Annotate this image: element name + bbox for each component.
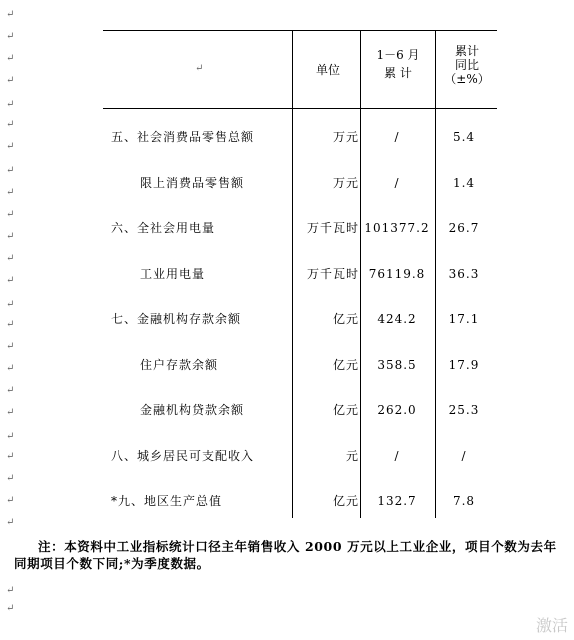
- row-yoy: 7.8: [452, 494, 476, 508]
- paragraph-mark: ↵: [6, 451, 15, 462]
- row-value: /: [394, 130, 400, 144]
- statistics-table: [103, 30, 497, 518]
- paragraph-mark: ↵: [6, 187, 15, 198]
- header-yoy: [437, 44, 497, 86]
- row-value: 262.0: [377, 403, 417, 417]
- header-period-line2: 累 计: [384, 66, 412, 80]
- paragraph-mark: ↵: [6, 319, 15, 330]
- row-value: 101377.2: [364, 221, 430, 235]
- row-yoy: 36.3: [448, 267, 480, 281]
- paragraph-mark: ↵: [6, 363, 15, 374]
- paragraph-mark: ↵: [6, 299, 15, 310]
- row-yoy: 26.7: [448, 221, 480, 235]
- row-yoy: 5.4: [452, 130, 476, 144]
- paragraph-mark: ↵: [6, 517, 15, 528]
- header-unit: 单位: [315, 63, 340, 77]
- paragraph-mark: ↵: [6, 603, 15, 614]
- paragraph-mark: ↵: [6, 141, 15, 152]
- table-header-border: [103, 108, 497, 109]
- paragraph-mark: ↵: [6, 253, 15, 264]
- row-unit: 万千瓦时: [306, 221, 359, 235]
- row-yoy: 25.3: [448, 403, 480, 417]
- paragraph-mark: ↵: [6, 31, 15, 42]
- paragraph-mark: ↵: [6, 385, 15, 396]
- row-unit: 万元: [332, 176, 359, 190]
- row-yoy: 17.9: [448, 358, 480, 372]
- paragraph-mark: ↵: [6, 431, 15, 442]
- paragraph-mark: ↵: [6, 53, 15, 64]
- row-item-label: 工业用电量: [140, 267, 206, 281]
- header-yoy-line2: 同比: [454, 58, 479, 72]
- header-period: [362, 48, 434, 80]
- row-item-label: 八、城乡居民可支配收入: [111, 449, 255, 463]
- row-item-label: 住户存款余额: [140, 358, 219, 372]
- paragraph-mark: ↵: [6, 99, 15, 110]
- row-unit: 亿元: [332, 494, 359, 508]
- paragraph-mark: ↵: [6, 585, 15, 596]
- header-yoy-line3: （±%）: [444, 72, 490, 86]
- header-yoy-line1: 累计: [454, 44, 479, 58]
- row-item-label: *九、地区生产总值: [111, 494, 223, 508]
- row-yoy: 17.1: [448, 312, 480, 326]
- row-item-label: 六、全社会用电量: [111, 221, 216, 235]
- row-unit: 亿元: [332, 312, 359, 326]
- header-period-line1: 1－6 月: [376, 48, 420, 62]
- footnote: [14, 538, 569, 572]
- paragraph-mark: ↵: [6, 473, 15, 484]
- paragraph-mark: ↵: [6, 165, 15, 176]
- paragraph-mark: ↵: [6, 275, 15, 286]
- paragraph-mark: ↵: [6, 9, 15, 20]
- row-value: 424.2: [377, 312, 417, 326]
- row-yoy: /: [461, 449, 467, 463]
- row-value: /: [394, 449, 400, 463]
- row-value: 132.7: [377, 494, 417, 508]
- row-value: 358.5: [377, 358, 417, 372]
- row-item-label: 金融机构贷款余额: [140, 403, 245, 417]
- row-unit: 万元: [332, 130, 359, 144]
- paragraph-mark: ↵: [6, 119, 15, 130]
- row-unit: 元: [345, 449, 359, 463]
- row-item-label: 七、金融机构存款余额: [111, 312, 242, 326]
- paragraph-mark: ↵: [6, 209, 15, 220]
- activation-watermark: 激活: [535, 616, 568, 635]
- paragraph-mark: ↵: [6, 495, 15, 506]
- row-value: /: [394, 176, 400, 190]
- row-unit: 亿元: [332, 403, 359, 417]
- paragraph-mark: ↵: [6, 407, 15, 418]
- row-yoy: 1.4: [452, 176, 476, 190]
- paragraph-mark: ↵: [6, 231, 15, 242]
- table-top-border: [103, 30, 497, 31]
- row-value: 76119.8: [368, 267, 426, 281]
- paragraph-mark: ↵: [6, 75, 15, 86]
- row-unit: 亿元: [332, 358, 359, 372]
- cell-end-mark: ↵: [195, 63, 204, 74]
- row-item-label: 限上消费品零售额: [140, 176, 245, 190]
- footnote-text: 注：本资料中工业指标统计口径主年销售收入 2000 万元以上工业企业，项目个数为去年同期项目个数下同;*为季度数据。: [14, 539, 557, 571]
- row-item-label: 五、社会消费品零售总额: [111, 130, 255, 144]
- paragraph-mark: ↵: [6, 341, 15, 352]
- row-unit: 万千瓦时: [306, 267, 359, 281]
